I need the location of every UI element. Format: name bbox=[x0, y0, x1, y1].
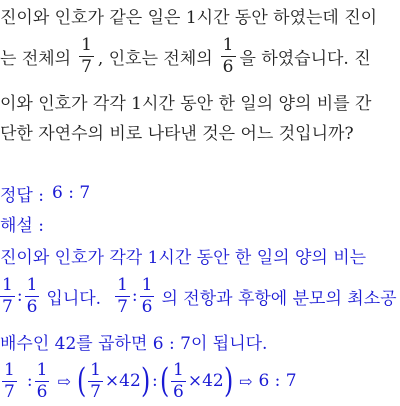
solution-line-1 bbox=[0, 242, 400, 268]
times-42: ×42 bbox=[104, 371, 141, 391]
arrow-icon: ⇨ bbox=[57, 371, 71, 391]
solution-text-2a: 입니다. bbox=[46, 288, 102, 309]
fraction-one-seventh: $\frac{1}{7}$ bbox=[117, 274, 128, 317]
fraction-one-seventh: $\frac{1}{7}$ bbox=[4, 359, 15, 402]
ratio-colon: : bbox=[26, 371, 33, 391]
solution-equation-line bbox=[0, 356, 400, 406]
problem-text-3: 이와 인호가 각각 1시간 동안 한 일의 양의 비를 간 bbox=[0, 93, 372, 114]
solution-text-3: 배수인 42를 곱하면 6 : 7이 됩니다. bbox=[0, 333, 268, 354]
answer-value: 6 : 7 bbox=[51, 183, 91, 203]
fraction-one-sixth: $\frac{1}{6}$ bbox=[141, 274, 153, 317]
fraction-one-seventh: $\frac{1}{7}$ bbox=[81, 34, 92, 77]
solution-line-3 bbox=[0, 328, 400, 354]
problem-line-1 bbox=[0, 2, 400, 28]
ratio-colon: : bbox=[152, 371, 158, 391]
fraction-one-sixth: $\frac{1}{6}$ bbox=[173, 359, 184, 402]
problem-line-3 bbox=[0, 88, 400, 114]
solution-label: 해설 : bbox=[0, 215, 44, 236]
fraction-one-sixth: $\frac{1}{6}$ bbox=[222, 34, 234, 77]
problem-line-2 bbox=[0, 30, 400, 82]
answer-line bbox=[0, 180, 400, 206]
answer-label: 정답 : bbox=[0, 185, 44, 206]
problem-text-2b: , 인호는 전체의 bbox=[97, 48, 213, 69]
ratio-colon: : bbox=[131, 286, 138, 306]
solution-line-2 bbox=[0, 270, 400, 322]
fraction-one-sixth: $\frac{1}{6}$ bbox=[36, 359, 48, 402]
fraction-one-seventh: $\frac{1}{7}$ bbox=[90, 359, 101, 402]
times-42: ×42 bbox=[187, 371, 224, 391]
arrow-icon: ⇨ bbox=[239, 371, 253, 391]
problem-line-4 bbox=[0, 118, 400, 144]
scaled-term-seventh: ( $\frac{1}{7}$ ×42 ) bbox=[76, 359, 151, 402]
result-ratio: 6 : 7 bbox=[258, 371, 297, 391]
fraction-one-seventh: $\frac{1}{7}$ bbox=[2, 274, 13, 317]
ratio-colon: : bbox=[16, 286, 23, 306]
problem-text-2c: 을 하였습니다. 진 bbox=[239, 48, 371, 69]
problem-text-4: 단한 자연수의 비로 나타낸 것은 어느 것입니까? bbox=[0, 123, 354, 144]
fraction-one-sixth: $\frac{1}{6}$ bbox=[26, 274, 38, 317]
solution-label-line bbox=[0, 210, 400, 236]
scaled-term-sixth: ( $\frac{1}{6}$ ×42 ) bbox=[159, 359, 234, 402]
problem-text-2a: 는 전체의 bbox=[0, 48, 72, 69]
solution-text-1: 진이와 인호가 각각 1시간 동안 한 일의 양의 비는 bbox=[0, 247, 367, 268]
solution-text-2b: 의 전항과 후항에 분모의 최소공 bbox=[161, 288, 397, 309]
problem-text-1: 진이와 인호가 같은 일은 1시간 동안 하였는데 진이 bbox=[0, 7, 378, 28]
